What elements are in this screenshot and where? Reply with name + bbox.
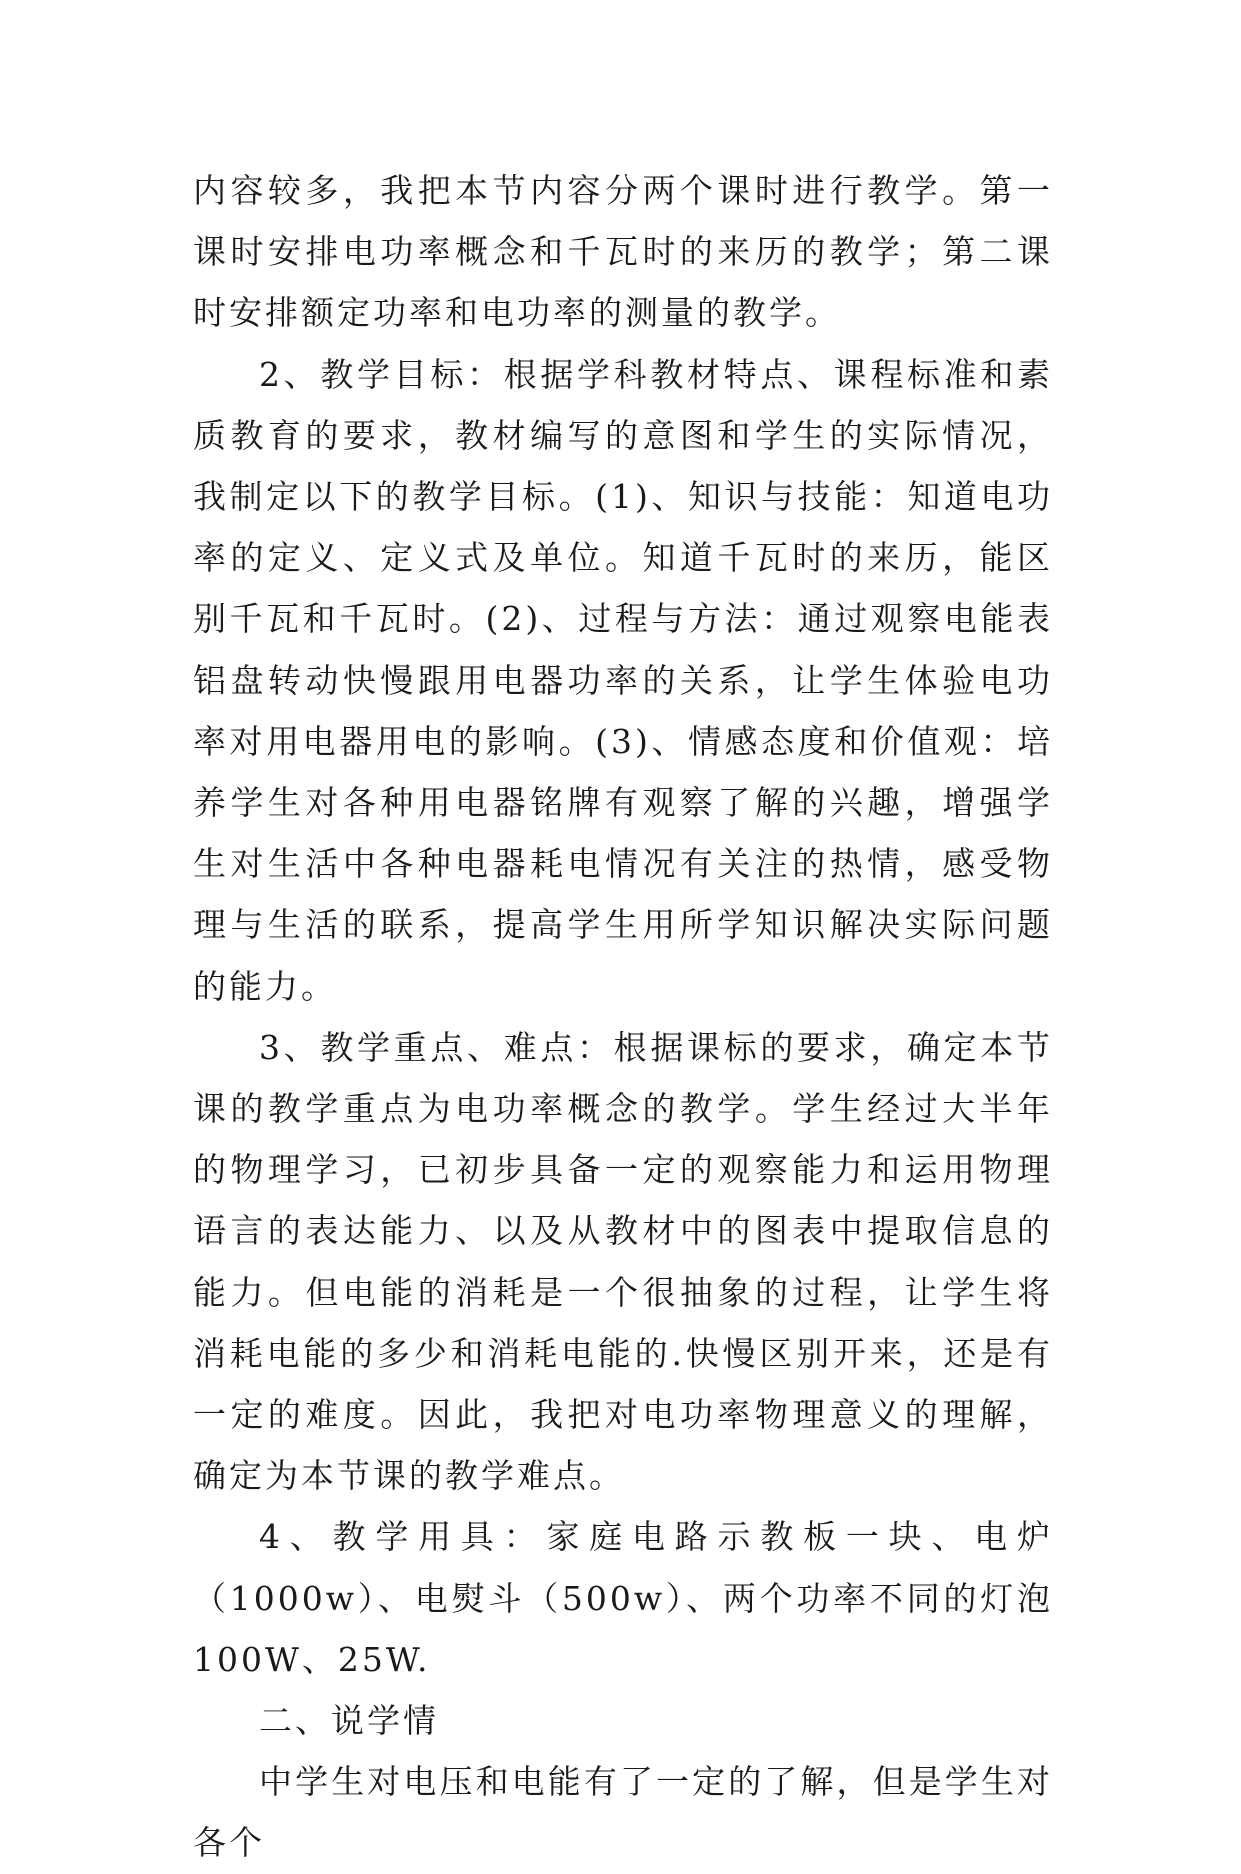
section-heading-student-analysis: 二、说学情 [259, 1701, 439, 1741]
paragraph-teaching-tools: 4、教学用具：家庭电路示教板一块、电炉（1000w）、电熨斗（500w）、两个功率不同的灯泡100W、25W. [193, 1517, 1053, 1679]
paragraph-student-analysis: 中学生对电压和电能有了一定的了解，但是学生对各个 [193, 1762, 1053, 1863]
paragraph-teaching-objectives: 2、教学目标：根据学科教材特点、课程标准和素质教育的要求，教材编写的意图和学生的实际情况，我制定以下的教学目标。(1)、知识与技能：知道电功率的定义、定义式及单位。知道千瓦时的来历，能区别千瓦和千瓦时。(2)、过程与方法：通过观察电能表铝盘转动快慢跟用电器功率的关系，让学生体验电功率对用电器用电的影响。(3)、情感态度和价值观：培养学生对各种用电器铭牌有观察了解的兴趣，增强学生对生活中各种电器耗电情况有关注的热情，感受物理与生活的联系，提高学生用所学知识解决实际问题的能力。 [193, 354, 1053, 1006]
document-body [193, 160, 1053, 1874]
paragraph-key-points-difficulties: 3、教学重点、难点：根据课标的要求，确定本节课的教学重点为电功率概念的教学。学生经过大半年的物理学习，已初步具备一定的观察能力和运用物理语言的表达能力、以及从教材中的图表中提取信息的能力。但电能的消耗是一个很抽象的过程，让学生将消耗电能的多少和消耗电能的.快慢区别开来，还是有一定的难度。因此，我把对电功率物理意义的理解，确定为本节课的教学难点。 [193, 1027, 1053, 1496]
paragraph-continuation: 内容较多，我把本节内容分两个课时进行教学。第一课时安排电功率概念和千瓦时的来历的教学；第二课时安排额定功率和电功率的测量的教学。 [193, 171, 1053, 333]
